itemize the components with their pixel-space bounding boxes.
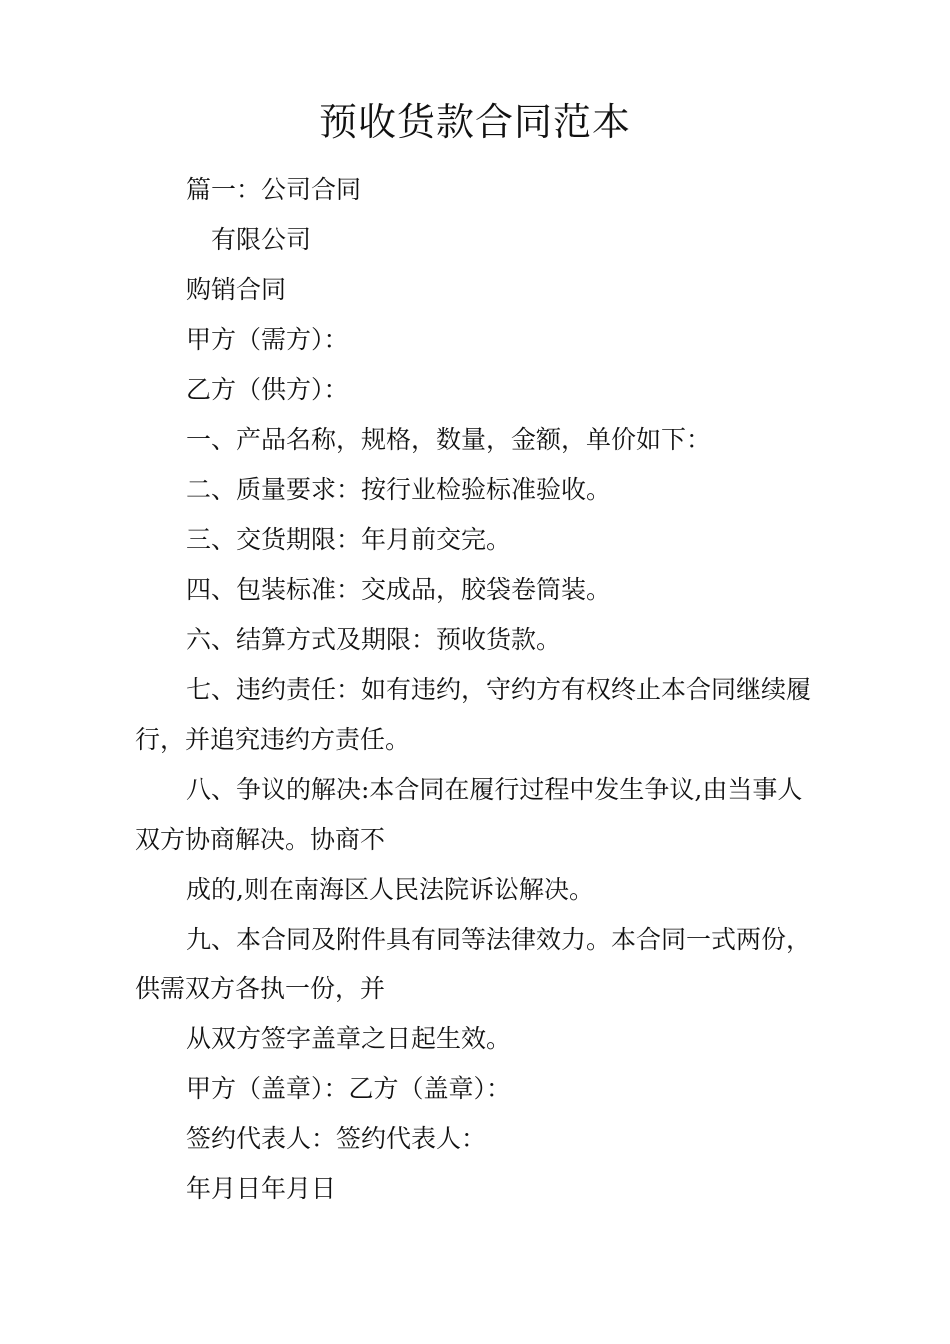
section-heading: 篇一：公司合同 bbox=[186, 175, 362, 204]
seal-line: 甲方（盖章）：乙方（盖章）： bbox=[186, 1074, 512, 1103]
clause-8-line-1: 八、争议的解决:本合同在履行过程中发生争议,由当事人 bbox=[186, 775, 803, 804]
clause-3: 三、交货期限：年月前交完。 bbox=[186, 525, 512, 554]
clause-8-line-3: 成的,则在南海区人民法院诉讼解决。 bbox=[186, 875, 594, 904]
clause-9-line-1: 九、本合同及附件具有同等法律效力。本合同一式两份， bbox=[186, 925, 812, 954]
clause-1: 一、产品名称，规格，数量，金额，单价如下： bbox=[186, 425, 712, 454]
company-name-line: 有限公司 bbox=[211, 225, 312, 254]
clause-7-line-1: 七、违约责任：如有违约，守约方有权终止本合同继续履 bbox=[186, 675, 812, 704]
date-line: 年月日年月日 bbox=[186, 1174, 337, 1203]
party-b-line: 乙方（供方）： bbox=[186, 375, 349, 404]
clause-2: 二、质量要求：按行业检验标准验收。 bbox=[186, 475, 612, 504]
clause-9-line-3: 从双方签字盖章之日起生效。 bbox=[186, 1024, 512, 1053]
clause-9-line-2: 供需双方各执一份，并 bbox=[135, 974, 386, 1003]
clause-4: 四、包装标准：交成品，胶袋卷筒装。 bbox=[186, 575, 612, 604]
clause-6: 六、结算方式及期限：预收货款。 bbox=[186, 625, 562, 654]
party-a-line: 甲方（需方）： bbox=[186, 325, 349, 354]
document-title: 预收货款合同范本 bbox=[318, 100, 631, 144]
contract-type-line: 购销合同 bbox=[186, 275, 287, 304]
representative-line: 签约代表人：签约代表人： bbox=[186, 1124, 487, 1153]
clause-8-line-2: 双方协商解决。协商不 bbox=[135, 825, 386, 854]
clause-7-line-2: 行，并追究违约方责任。 bbox=[135, 725, 411, 754]
